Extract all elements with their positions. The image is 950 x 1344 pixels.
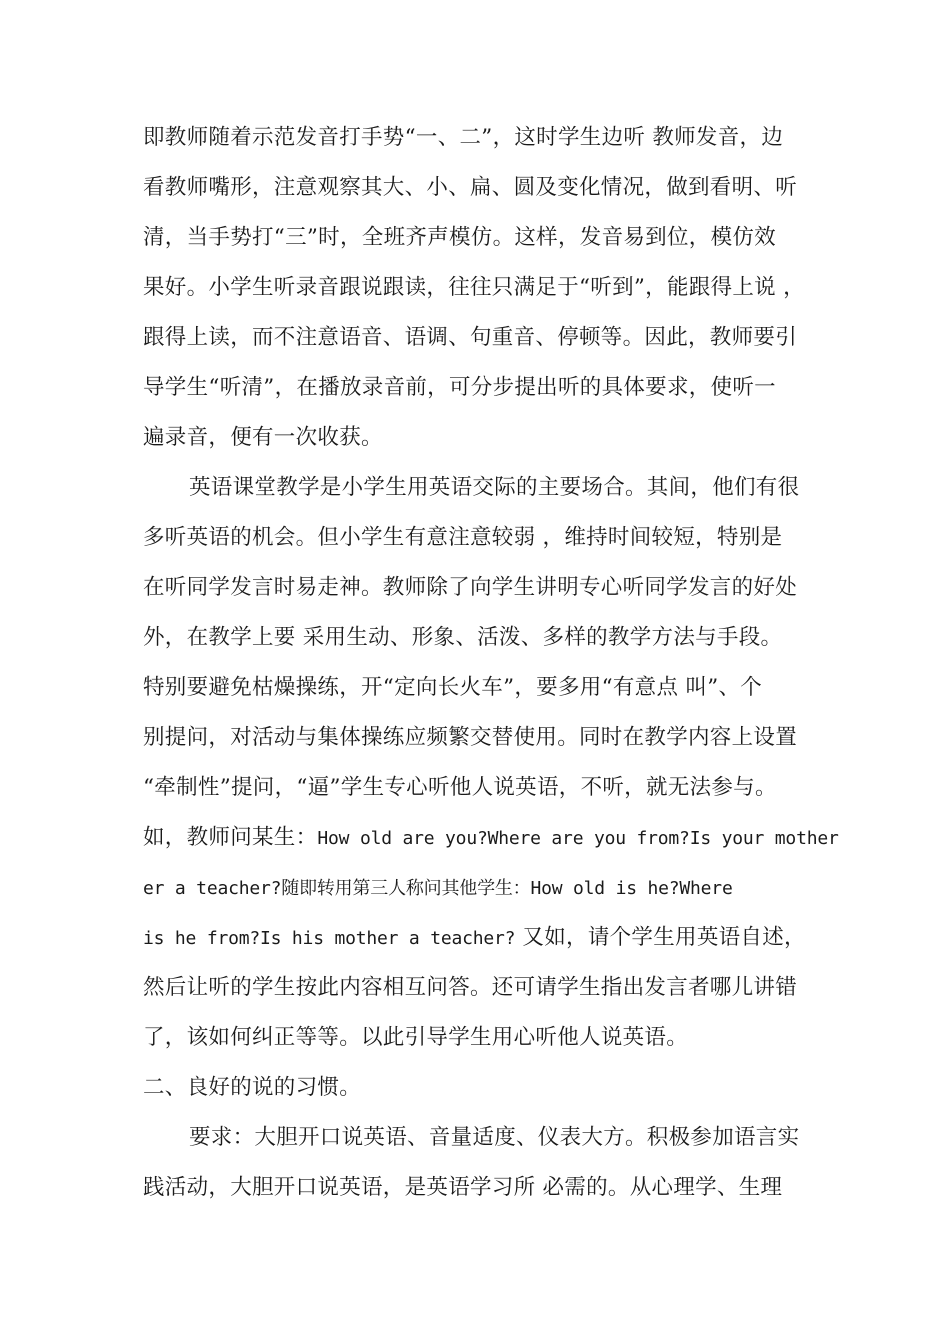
text-segment: 又如，请个学生用英语自述， [515, 925, 806, 950]
text-line: “牵制性”提问，“逼”学生专心听他人说英语，不听，就无法参与。 [143, 775, 777, 800]
english-segment: How old are you?Where are you from?Is your mother [317, 828, 839, 849]
text-line: 践活动，大胆开口说英语，是英语学习所 必需的。从心理学、生理 [143, 1175, 783, 1200]
mixed-text-line [143, 863, 807, 913]
text-line: 导学生“听清”，在播放录音前，可分步提出听的具体要求，使听一 [143, 375, 776, 400]
text-line: 了，该如何纠正等等。以此引导学生用心听他人说英语。 [143, 1025, 689, 1050]
text-line: 果好。小学生听录音跟说跟读，往往只满足于“听到”，能跟得上说 ， [143, 275, 805, 300]
text-line: 看教师嘴形，注意观察其大、小、扁、圆及变化情况，做到看明、听 [143, 175, 798, 200]
mixed-text-line [143, 813, 839, 863]
text-line: 遍录音，便有一次收获。 [143, 425, 383, 450]
mixed-text-line [143, 913, 807, 963]
paragraph-start-line: 要求：大胆开口说英语、音量适度、仪表大方。积极参加语言实 [189, 1125, 800, 1150]
text-segment: 如，教师问某生： [143, 825, 318, 850]
english-segment: er a teacher?随即转用第三人称问其他学生： [143, 878, 531, 899]
text-line: 跟得上读，而不注意语音、语调、句重音、停顿等。因此，教师要引 [143, 325, 798, 350]
paragraph-start-line: 英语课堂教学是小学生用英语交际的主要场合。其间，他们有很 [189, 475, 800, 500]
text-line: 清，当手势打“三”时，全班齐声模仿。这样，发音易到位，模仿效 [143, 225, 776, 250]
text-line: 然后让听的学生按此内容相互问答。还可请学生指出发言者哪儿讲错 [143, 975, 798, 1000]
section-heading: 二、良好的说的习惯。 [143, 1075, 362, 1100]
text-line: 外，在教学上要 采用生动、形象、活泼、多样的教学方法与手段。 [143, 625, 783, 650]
english-segment: is he from?Is his mother a teacher? [143, 928, 516, 949]
text-line: 在听同学发言时易走神。教师除了向学生讲明专心听同学发言的好处 [143, 575, 798, 600]
body-text [143, 113, 839, 1213]
text-line: 别提问，对活动与集体操练应频繁交替使用。同时在教学内容上设置 [143, 725, 798, 750]
text-line: 即教师随着示范发音打手势“一、二”，这时学生边听 教师发音，边 [143, 125, 784, 150]
english-segment: How old is he?Where [530, 878, 733, 899]
text-line: 多听英语的机会。但小学生有意注意较弱 ，维持时间较短，特别是 [143, 525, 783, 550]
text-line: 特别要避免枯燥操练，开“定向长火车”，要多用“有意点 叫”、个 [143, 675, 763, 700]
